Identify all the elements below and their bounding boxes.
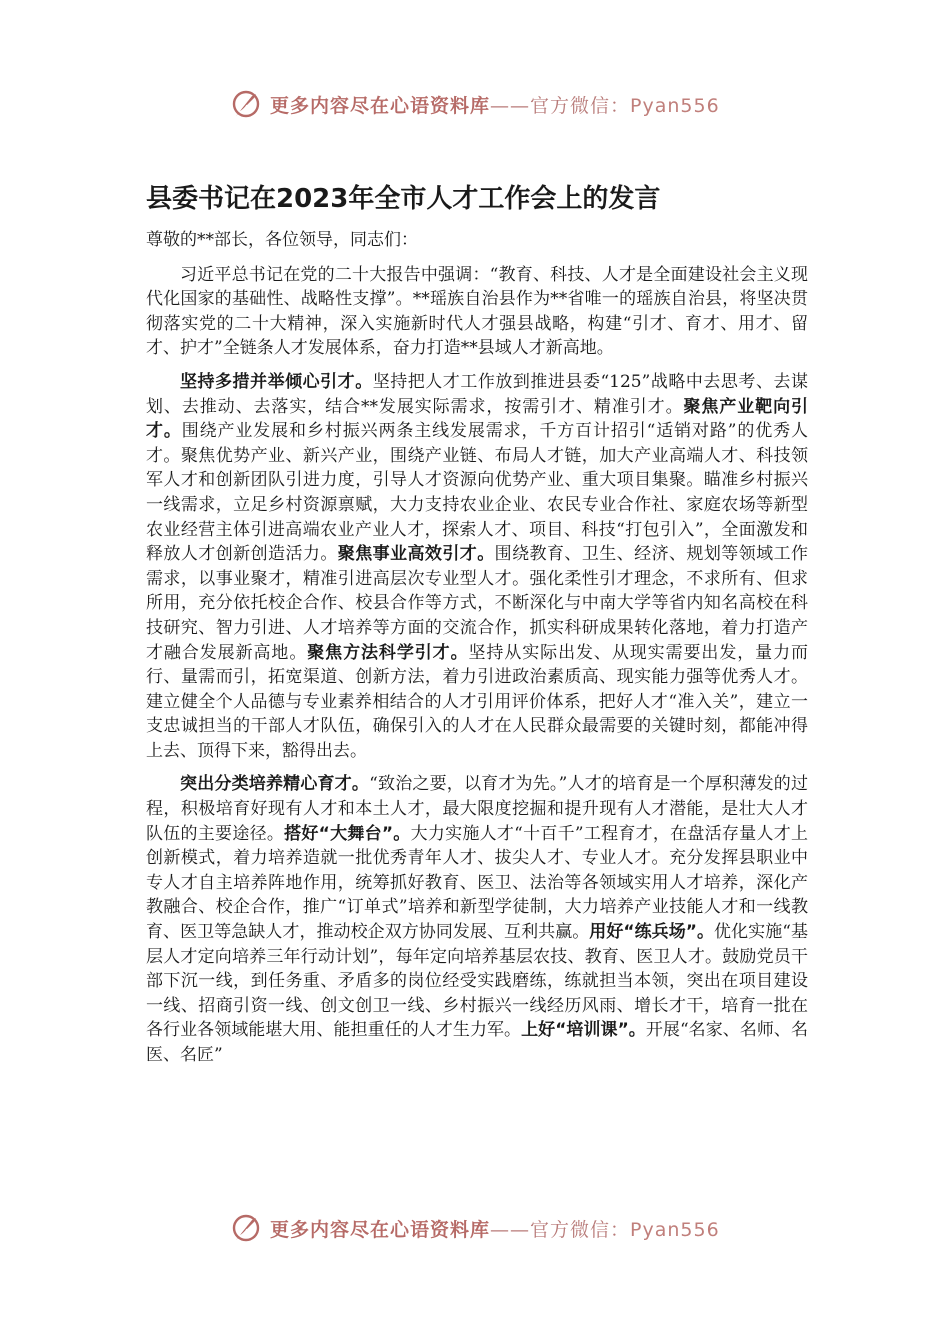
section-1-text-1: 坚持把人才工作放到推进县委“125”战略中去思考、去谋划、去推动、去落实，结合**发展实际需求，按需引才、精准引才。 <box>146 371 808 417</box>
section-1-text-3: 围绕教育、卫生、经济、规划等领域工作需求，以事业聚才，精准引进高层次专业型人才。强化柔性引才理念，不求所有、但求所用，充分依托校企合作、校县合作等方式，不断深化与中南大学等省内知名高校在科技研究、智力引进、人才培养等方面的交流合作，抓实科研成果转化落地，着力打造产才融合发展新高地。 <box>146 544 809 663</box>
quill-logo-icon <box>230 88 262 120</box>
watermark-dash: —— <box>490 1218 531 1241</box>
section-2-sub-1: 搭好“大舞台”。 <box>284 823 411 844</box>
section-2-sub-2: 用好“练兵场”。 <box>589 922 715 943</box>
section-1-paragraph <box>146 370 808 764</box>
section-2-text-1: “致治之要，以育才为先。”人才的培育是一个厚积薄发的过程，积极培育好现有人才和本土人才，最大限度挖掘和提升现有人才潜能，是壮大人才队伍的主要途径。 <box>146 774 809 844</box>
section-2-paragraph <box>146 772 808 1067</box>
document-title: 县委书记在2023年全市人才工作会上的发言 <box>146 184 661 214</box>
section-1-sub-3: 聚焦方法科学引才。 <box>307 642 469 663</box>
section-2-sub-3: 上好“培训课”。 <box>521 1020 646 1041</box>
watermark-brand: 更多内容尽在心语资料库 <box>270 94 491 117</box>
section-1-text-4: 坚持从实际出发、从现实需要出发，量力而行、量需而引，拓宽渠道、创新方法，着力引进政治素质高、现实能力强等优秀人才。建立健全个人品德与专业素养相结合的人才引用评价体系，把好人才“准入关”，建立一支忠诚担当的干部人才队伍，确保引入的人才在人民群众最需要的关键时刻，都能冲得上去、顶得下来，豁得出去。 <box>146 642 808 761</box>
quill-logo-icon <box>230 1212 262 1244</box>
greeting: 尊敬的**部长，各位领导，同志们： <box>146 230 418 250</box>
section-2-heading: 突出分类培养精心育才。 <box>180 774 370 795</box>
watermark-text <box>270 91 720 118</box>
section-1-heading: 坚持多措并举倾心引才。 <box>180 371 373 392</box>
document-body <box>146 228 808 1077</box>
watermark-banner-bottom <box>230 1210 720 1246</box>
watermark-dash: —— <box>490 94 531 117</box>
section-2-text-3: 优化实施“基层人才定向培养三年行动计划”，每年定向培养基层农技、教育、医卫人才。鼓励党员干部下沉一线，到任务重、矛盾多的岗位经受实践磨练，练就担当本领，突出在项目建设一线、招商引资一线、创文创卫一线、乡村振兴一线经历风雨、增长才干，培育一批在各行业各领域能堪大用、能担重任的人才生力军。 <box>146 922 808 1041</box>
watermark-banner-top <box>230 86 720 122</box>
watermark-wechat-id: Pyan556 <box>630 1218 720 1241</box>
section-2-text-4: 开展“名家、名师、名医、名匠” <box>146 1020 808 1065</box>
section-1-sub-2: 聚焦事业高效引才。 <box>337 544 495 565</box>
watermark-brand: 更多内容尽在心语资料库 <box>270 1218 491 1241</box>
watermark-official: 官方微信： <box>530 1218 631 1241</box>
section-2-text-2: 大力实施人才“十百千”工程育才，在盘活存量人才上创新模式，着力培养造就一批优秀青年人才、拔尖人才、专业人才。充分发挥县职业中专人才自主培养阵地作用，统筹抓好教育、医卫、法治等各领域实用人才培养，深化产教融合、校企合作，推广“订单式”培养和新型学徒制，大力培养产业技能人才和一线教育、医卫等急缺人才，推动校企双方协同发展、互利共赢。 <box>146 823 808 943</box>
watermark-wechat-id: Pyan556 <box>630 94 720 117</box>
watermark-text <box>270 1215 720 1242</box>
section-1-text-2: 围绕产业发展和乡村振兴两条主线发展需求，千方百计招引“适销对路”的优秀人才。聚焦优势产业、新兴产业，围绕产业链、布局人才链，加大产业高端人才、科技领军人才和创新团队引进力度，引导人才资源向优势产业、重大项目集聚。瞄准乡村振兴一线需求，立足乡村资源禀赋，大力支持农业企业、农民专业合作社、家庭农场等新型农业经营主体引进高端农业产业人才，探索人才、项目、科技“打包引入”，全面激发和释放人才创新创造活力。 <box>146 421 808 565</box>
watermark-official: 官方微信： <box>530 94 631 117</box>
section-1-sub-1: 聚焦产业靶向引才。 <box>146 396 808 442</box>
intro-paragraph: 习近平总书记在党的二十大报告中强调：“教育、科技、人才是全面建设社会主义现代化国家的基础性、战略性支撑”。**瑶族自治县作为**省唯一的瑶族自治县，将坚决贯彻落实党的二十大精神，深入实施新时代人才强县战略，构建“引才、育才、用才、留才、护才”全链条人才发展体系，奋力打造**县域人才新高地。 <box>146 264 808 359</box>
